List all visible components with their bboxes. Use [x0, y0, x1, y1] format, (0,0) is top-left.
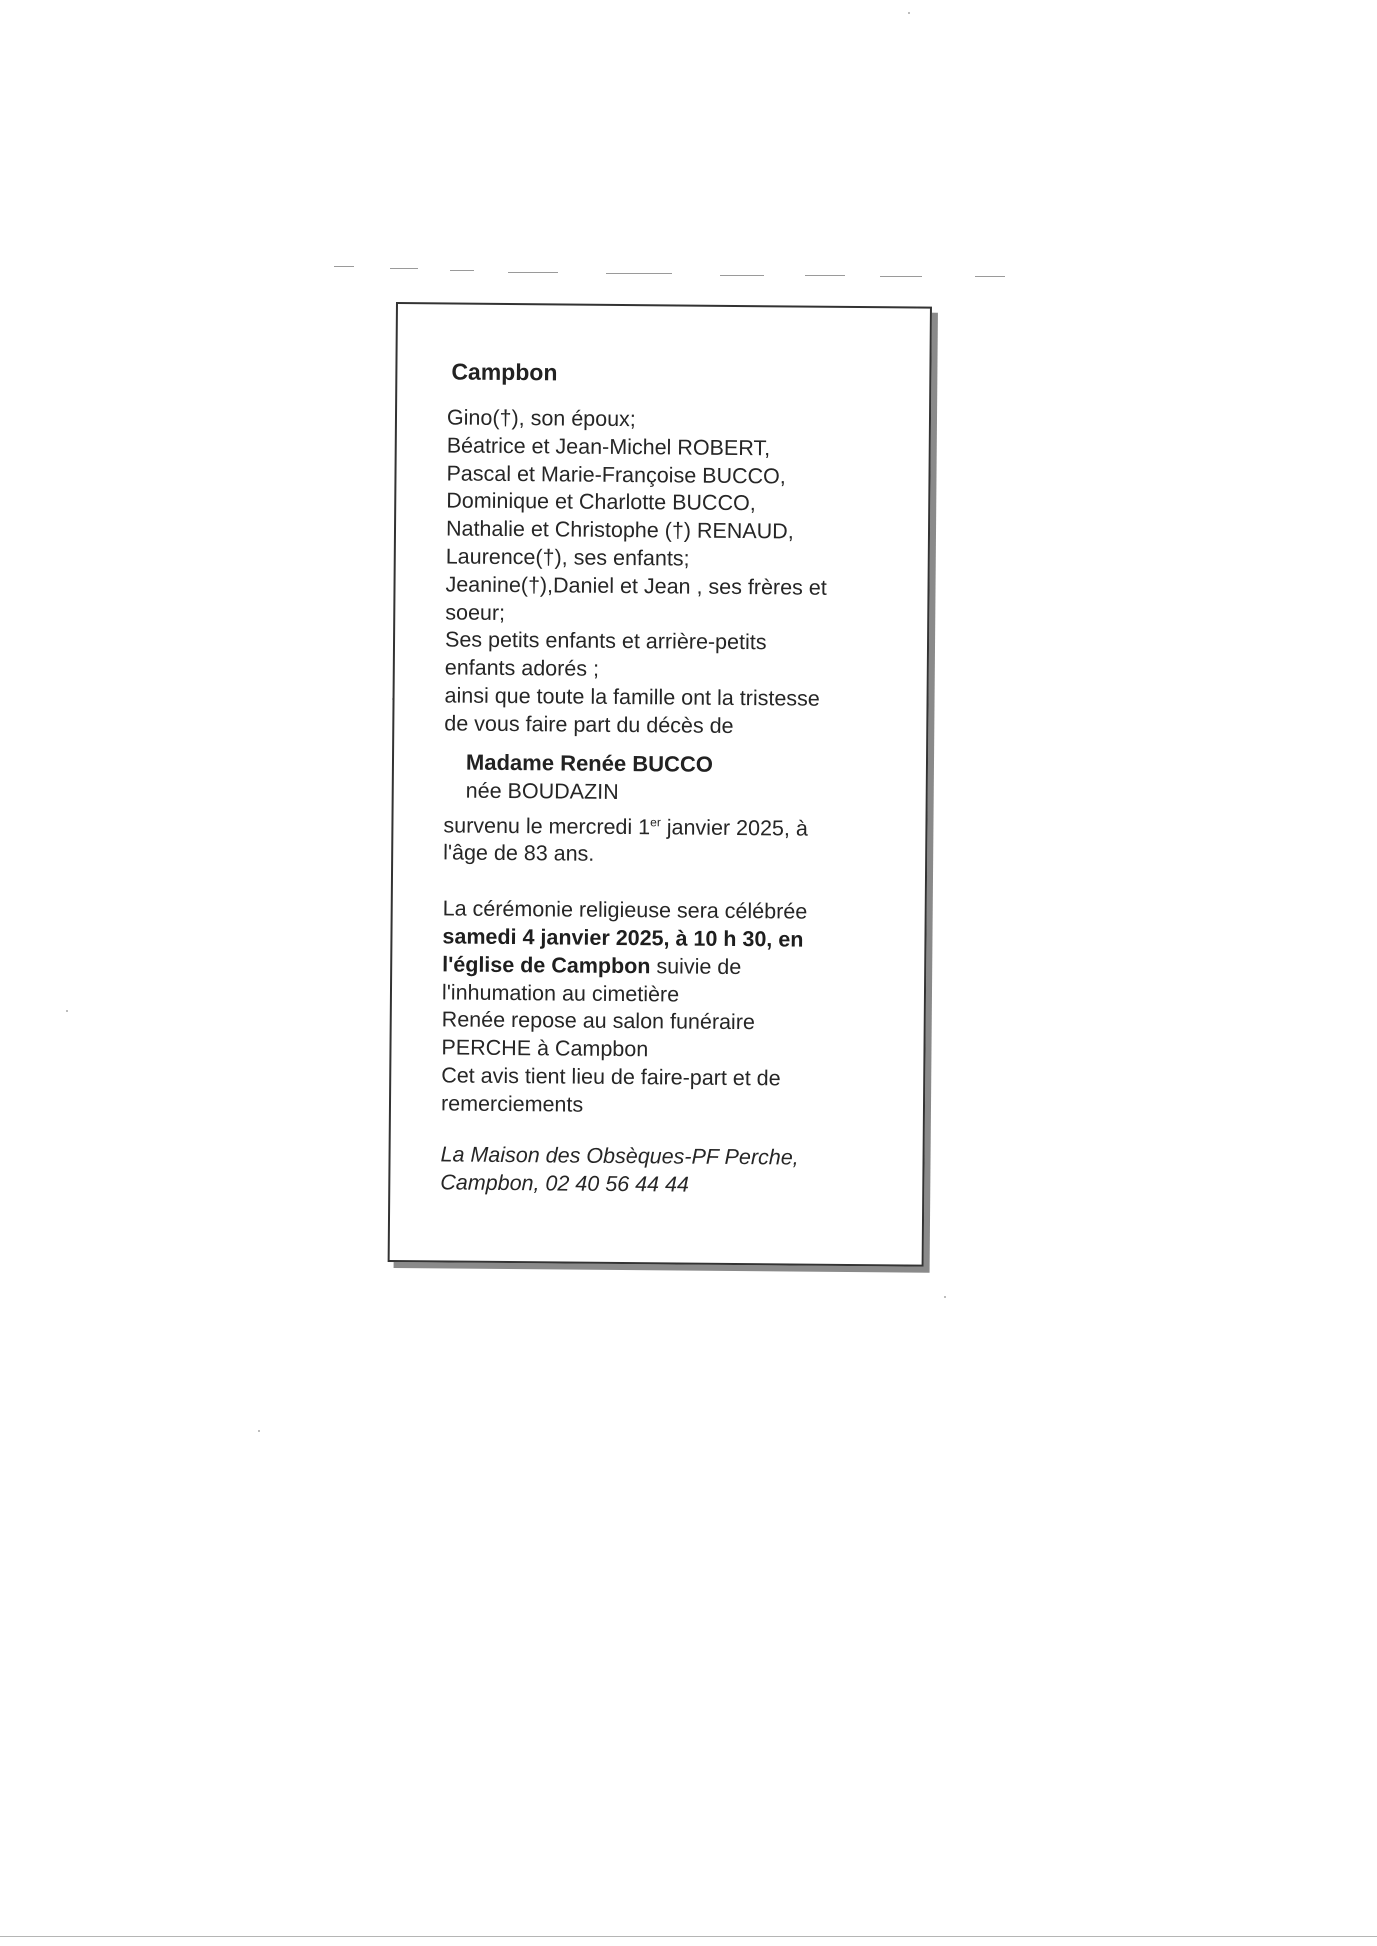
death-age-line: l'âge de 83 ans.: [443, 840, 595, 867]
death-date-text: survenu le mercredi 1: [443, 812, 651, 839]
notice-content: [440, 358, 887, 1199]
family-line: Gino(†), son époux;: [446, 405, 636, 432]
death-date-line: [443, 812, 883, 844]
page-bottom-rule: [0, 1936, 1377, 1937]
ceremony-line: PERCHE à Campbon: [441, 1035, 649, 1062]
family-line: Dominique et Charlotte BUCCO,: [446, 488, 756, 516]
funeral-home-signature: [440, 1140, 880, 1200]
family-line: ainsi que toute la famille ont la tristesse: [444, 683, 820, 711]
family-line: Béatrice et Jean-Michel ROBERT,: [446, 433, 771, 461]
death-date-text: janvier 2025, à: [660, 814, 808, 841]
ceremony-place-line: [442, 951, 882, 983]
family-line: soeur;: [445, 600, 506, 625]
signature-line: Campbon, 02 40 56 44 44: [440, 1169, 690, 1197]
ceremony-line: l'inhumation au cimetière: [441, 979, 680, 1007]
family-line: Nathalie et Christophe (†) RENAUD,: [445, 516, 794, 544]
ceremony-line: suivie de: [650, 953, 742, 979]
family-paragraph: [444, 404, 887, 741]
family-line: enfants adorés ;: [444, 655, 600, 681]
family-line: Ses petits enfants et arrière-petits: [444, 627, 767, 655]
deceased-name: Madame Renée BUCCO: [465, 749, 714, 777]
ceremony-line: Cet avis tient lieu de faire-part et de: [441, 1063, 781, 1091]
ceremony-place: l'église de Campbon: [442, 952, 651, 978]
ceremony-line: Renée repose au salon funéraire: [441, 1007, 756, 1035]
ceremony-line: La cérémonie religieuse sera célébrée: [442, 896, 808, 924]
family-line: Jeanine(†),Daniel et Jean , ses frères et: [445, 572, 827, 600]
death-paragraph: [443, 812, 883, 871]
obituary-notice: [388, 302, 932, 1267]
deceased-birth-name: née BOUDAZIN: [465, 778, 619, 804]
ordinal-suffix: er: [650, 814, 661, 829]
ceremony-date: samedi 4 janvier 2025, à 10 h 30, en: [442, 924, 804, 952]
deceased-block: [466, 748, 884, 808]
family-line: de vous faire part du décès de: [444, 711, 734, 738]
family-line: Pascal et Marie-Françoise BUCCO,: [446, 461, 786, 489]
ceremony-line: remerciements: [440, 1091, 584, 1117]
signature-line: La Maison des Obsèques-PF Perche,: [440, 1141, 799, 1170]
family-line: Laurence(†), ses enfants;: [445, 544, 690, 571]
ceremony-paragraph: [441, 896, 883, 1122]
town-heading: Campbon: [451, 358, 558, 386]
